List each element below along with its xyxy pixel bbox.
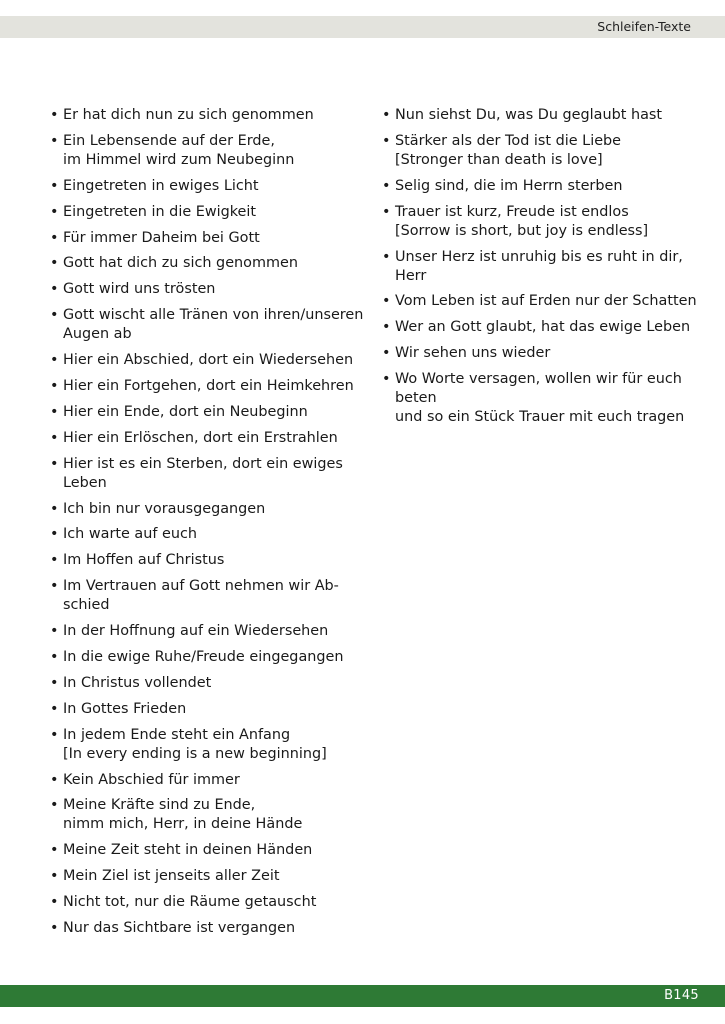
text-list-item <box>50 622 372 641</box>
bullet-icon: • <box>50 255 59 272</box>
text-line: Augen ab <box>63 326 132 343</box>
text-list-item <box>50 577 372 615</box>
text-list-item <box>50 306 372 344</box>
text-line: Vom Leben ist auf Erden nur der Schatten <box>395 293 697 310</box>
text-line: Nun siehst Du, was Du geglaubt hast <box>395 107 663 123</box>
text-list-item <box>50 919 372 938</box>
text-line: Ich warte auf euch <box>63 526 198 543</box>
text-list-item <box>50 700 372 719</box>
right-column <box>382 106 702 434</box>
bullet-icon: • <box>50 649 59 666</box>
text-line: Wo Worte versagen, wollen wir für euch <box>395 371 682 388</box>
bullet-icon: • <box>50 132 59 149</box>
text-line: Stärker als der Tod ist die Liebe <box>395 132 622 149</box>
text-line: Kein Abschied für immer <box>63 771 240 788</box>
bullet-icon: • <box>382 371 391 388</box>
text-line: Mein Ziel ist jenseits aller Zeit <box>63 868 280 885</box>
text-list-item <box>50 893 372 912</box>
text-line: Eingetreten in die Ewigkeit <box>63 203 257 220</box>
right-text-list <box>382 106 702 427</box>
left-column <box>50 106 372 945</box>
bullet-icon: • <box>50 378 59 395</box>
text-line: Im Hoffen auf Christus <box>63 552 225 569</box>
text-line: Trauer ist kurz, Freude ist endlos <box>395 203 629 220</box>
bullet-icon: • <box>50 726 59 743</box>
text-line: Hier ein Fortgehen, dort ein Heimkehren <box>63 378 354 395</box>
text-line: [In every ending is a new beginning] <box>63 745 327 762</box>
bullet-icon: • <box>50 674 59 691</box>
text-list-item <box>50 280 372 299</box>
text-line: Gott wischt alle Tränen von ihren/unseren <box>63 307 364 324</box>
text-line: Unser Herz ist unruhig bis es ruht in dir, <box>395 248 683 265</box>
text-line: Nur das Sichtbare ist vergangen <box>63 920 296 937</box>
bullet-icon: • <box>50 107 59 123</box>
text-line: In jedem Ende steht ein Anfang <box>63 726 291 743</box>
bullet-icon: • <box>50 868 59 885</box>
text-line: Wer an Gott glaubt, hat das ewige Leben <box>395 319 691 336</box>
text-list-item <box>382 248 702 286</box>
text-line: In Christus vollendet <box>63 674 212 691</box>
text-line: Meine Zeit steht in deinen Händen <box>63 842 313 859</box>
bullet-icon: • <box>50 500 59 517</box>
text-list-item <box>382 292 702 311</box>
header-bar <box>0 16 725 38</box>
bullet-icon: • <box>50 281 59 298</box>
bullet-icon: • <box>50 307 59 324</box>
text-list-item <box>50 177 372 196</box>
text-line: Hier ein Abschied, dort ein Wiedersehen <box>63 352 354 369</box>
bullet-icon: • <box>50 352 59 369</box>
left-text-list <box>50 106 372 938</box>
bullet-icon: • <box>50 455 59 472</box>
bullet-icon: • <box>50 700 59 717</box>
bullet-icon: • <box>50 771 59 788</box>
text-list-item <box>50 841 372 860</box>
text-line: Nicht tot, nur die Räume getauscht <box>63 894 317 911</box>
text-line: und so ein Stück Trauer mit euch tragen <box>395 409 685 426</box>
text-list-item <box>50 132 372 170</box>
text-list-item <box>50 525 372 544</box>
text-line: Meine Kräfte sind zu Ende, <box>63 797 256 814</box>
text-line: Ein Lebensende auf der Erde, <box>63 132 275 149</box>
text-line: Gott wird uns trösten <box>63 281 216 298</box>
text-list-item <box>50 726 372 764</box>
text-line: Hier ein Ende, dort ein Neubeginn <box>63 403 308 420</box>
text-line: Im Vertrauen auf Gott nehmen wir Ab- <box>63 578 339 595</box>
bullet-icon: • <box>50 623 59 640</box>
text-list-item <box>50 551 372 570</box>
text-line: Für immer Daheim bei Gott <box>63 229 260 246</box>
text-line: In Gottes Frieden <box>63 700 187 717</box>
text-line: nimm mich, Herr, in deine Hände <box>63 816 303 833</box>
text-list-item <box>382 370 702 427</box>
text-line: Herr <box>395 267 427 284</box>
text-list-item <box>382 132 702 170</box>
bullet-icon: • <box>382 293 391 310</box>
bullet-icon: • <box>382 177 391 194</box>
text-line: Wir sehen uns wieder <box>395 345 551 362</box>
bullet-icon: • <box>50 842 59 859</box>
bullet-icon: • <box>382 248 391 265</box>
text-list-item <box>50 771 372 790</box>
text-line: Leben <box>63 474 107 491</box>
text-line: In die ewige Ruhe/Freude eingegangen <box>63 649 344 666</box>
bullet-icon: • <box>50 578 59 595</box>
text-line: schied <box>63 597 110 614</box>
text-list-item <box>50 455 372 493</box>
bullet-icon: • <box>50 177 59 194</box>
text-line: Er hat dich nun zu sich genommen <box>63 107 314 123</box>
bullet-icon: • <box>50 797 59 814</box>
text-line: [Sorrow is short, but joy is endless] <box>395 222 649 239</box>
text-list-item <box>50 106 372 125</box>
bullet-icon: • <box>50 552 59 569</box>
page-number: B145 <box>664 988 699 1003</box>
bullet-icon: • <box>382 203 391 220</box>
text-line: Eingetreten in ewiges Licht <box>63 177 259 194</box>
bullet-icon: • <box>382 132 391 149</box>
text-list-item <box>50 203 372 222</box>
bullet-icon: • <box>50 920 59 937</box>
text-line: Gott hat dich zu sich genommen <box>63 255 298 272</box>
text-list-item <box>382 344 702 363</box>
text-list-item <box>50 351 372 370</box>
text-line: Selig sind, die im Herrn sterben <box>395 177 623 194</box>
text-line: im Himmel wird zum Neubeginn <box>63 151 295 168</box>
bullet-icon: • <box>50 894 59 911</box>
bullet-icon: • <box>50 403 59 420</box>
text-list-item <box>50 796 372 834</box>
section-title: Schleifen-Texte <box>597 19 691 34</box>
text-line: [Stronger than death is love] <box>395 151 603 168</box>
text-list-item <box>382 203 702 241</box>
text-list-item <box>50 403 372 422</box>
text-line: Ich bin nur vorausgegangen <box>63 500 266 517</box>
bullet-icon: • <box>50 229 59 246</box>
text-list-item <box>382 177 702 196</box>
text-list-item <box>50 377 372 396</box>
text-line: In der Hoffnung auf ein Wiedersehen <box>63 623 329 640</box>
text-list-item <box>50 867 372 886</box>
text-list-item <box>50 648 372 667</box>
footer-bar <box>0 985 725 1007</box>
bullet-icon: • <box>50 429 59 446</box>
text-line: Hier ein Erlöschen, dort ein Erstrahlen <box>63 429 338 446</box>
bullet-icon: • <box>382 107 391 123</box>
text-list-item <box>50 254 372 273</box>
text-list-item <box>50 429 372 448</box>
text-list-item <box>50 500 372 519</box>
bullet-icon: • <box>382 345 391 362</box>
bullet-icon: • <box>382 319 391 336</box>
text-line: beten <box>395 390 437 407</box>
bullet-icon: • <box>50 526 59 543</box>
text-line: Hier ist es ein Sterben, dort ein ewiges <box>63 455 343 472</box>
text-list-item <box>382 318 702 337</box>
bullet-icon: • <box>50 203 59 220</box>
text-list-item <box>50 229 372 248</box>
text-list-item <box>382 106 702 125</box>
text-list-item <box>50 674 372 693</box>
